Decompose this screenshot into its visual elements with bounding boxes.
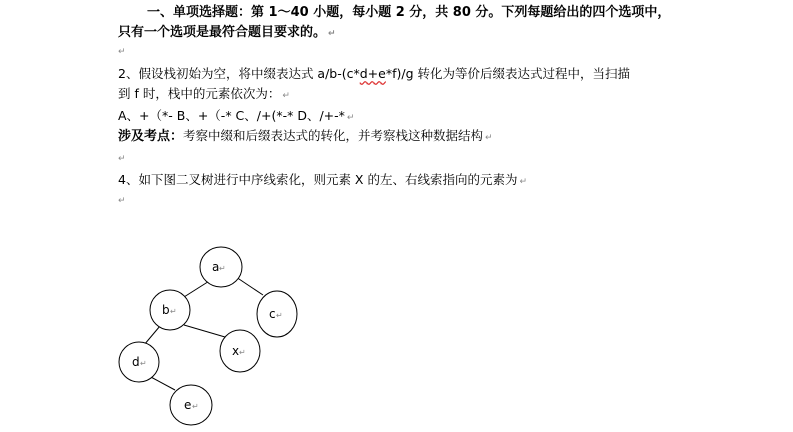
tree-node-label: a (212, 260, 220, 274)
paragraph-mark-icon: ↵ (485, 133, 493, 143)
paragraph-mark-icon: ↵ (118, 47, 126, 57)
tree-node-label: c (269, 307, 276, 321)
paragraph-mark-icon: ↵ (192, 402, 199, 411)
topic-label: 涉及考点： (118, 129, 184, 144)
paragraph-mark-icon: ↵ (219, 264, 226, 273)
paragraph-mark-icon: ↵ (328, 29, 336, 39)
paragraph-mark-icon: ↵ (140, 359, 147, 368)
question-2-line2: 到 f 时，栈中的元素依次为： ↵ (118, 86, 290, 101)
edge-b-d (144, 326, 160, 345)
edge-b-x (184, 325, 225, 337)
question-2-options: A、+（*- B、+（-* C、/+(*-* D、/+-* ↵ (118, 108, 355, 123)
paragraph-mark-icon: ↵ (346, 113, 355, 123)
paragraph-mark-icon: ↵ (118, 196, 126, 206)
tree-node-label: x (232, 344, 240, 358)
tree-node-label: e (184, 398, 192, 412)
tree-node-label: b (162, 303, 170, 317)
edge-a-c (236, 277, 263, 295)
question-4-text: 4、如下图二叉树进行中序线索化，则元素 X 的左、右线索指向的元素为 ↵ (118, 172, 528, 187)
section-heading-line2: 只有一个选项是最符合题目要求的。 ↵ (118, 25, 336, 40)
edge-d-e (149, 376, 175, 390)
question-2-line1: 2、假设栈初始为空，将中缀表达式 a/b-(c*d+e*f)/g 转化为等价后缀表达式过程中，当扫描 (118, 66, 631, 81)
section-heading-line1: 一、单项选择题：第 1～40 小题，每小题 2 分，共 80 分。下列每题给出的四个选项中， (147, 5, 671, 20)
paragraph-mark-icon: ↵ (282, 91, 290, 101)
paragraph-mark-icon: ↵ (276, 311, 283, 320)
spellcheck-underline-text: d+e (359, 66, 386, 81)
paragraph-mark-icon: ↵ (118, 154, 126, 164)
paragraph-mark-icon: ↵ (170, 307, 177, 316)
tree-node-label: d (132, 355, 140, 369)
paragraph-mark-icon: ↵ (239, 348, 246, 357)
question-2-topic: 涉及考点：考察中缀和后缀表达式的转化，并考察栈这种数据结构 ↵ (118, 128, 493, 144)
paragraph-mark-icon: ↵ (519, 177, 528, 187)
